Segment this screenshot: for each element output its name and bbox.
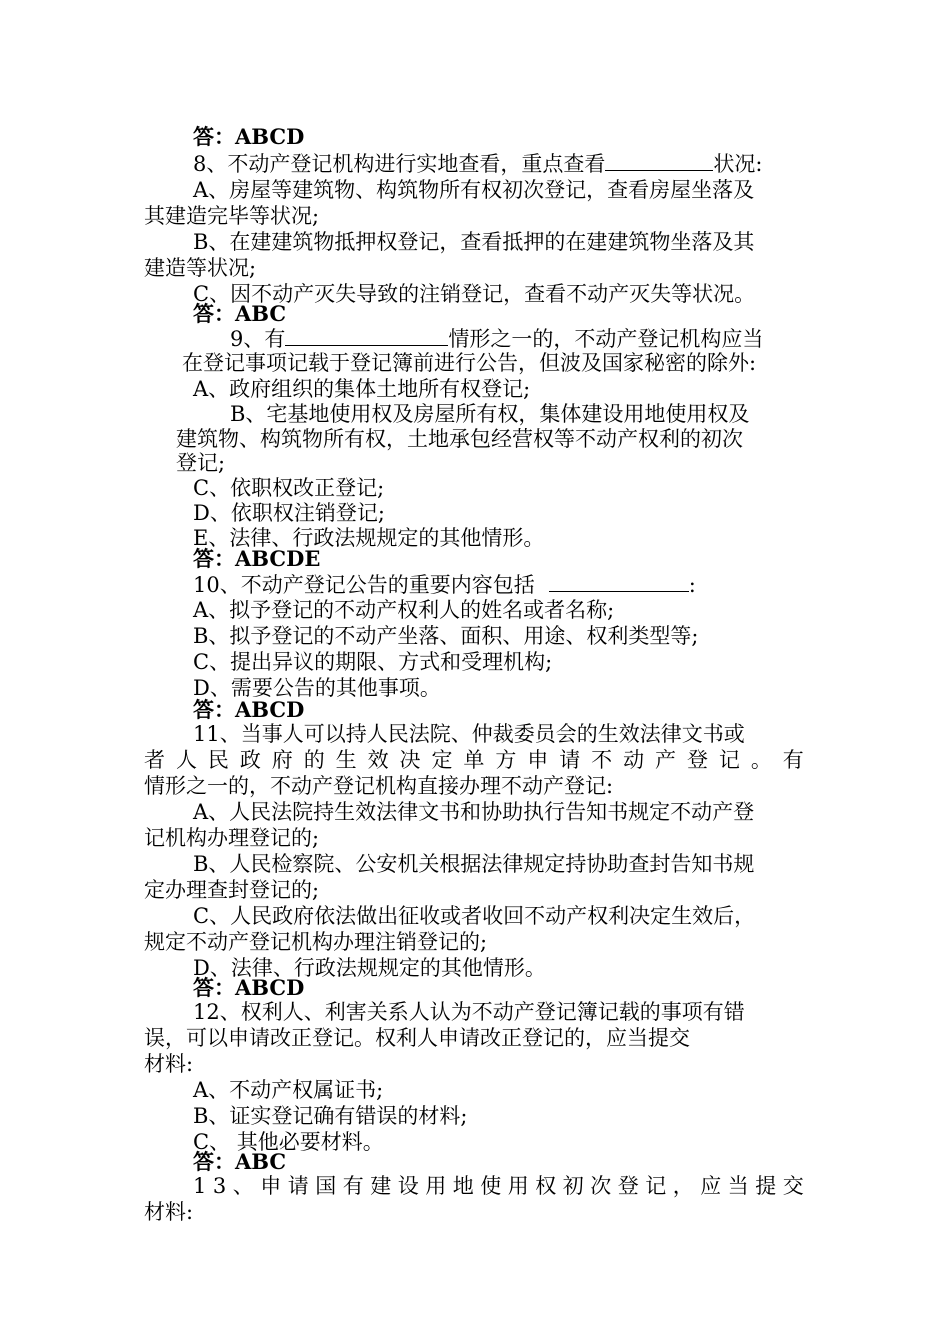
question-9-line: 9、有 情形之一的，不动产登记机构应当: [230, 327, 764, 351]
text-glyph: 提: [755, 1174, 777, 1198]
option-line: B、人民检察院、公安机关根据法律规定持协助查封告知书规: [193, 852, 755, 876]
option-line: A、人民法院持生效法律文书和协助执行告知书规定不动产登: [193, 800, 755, 824]
option-line: C、人民政府依法做出征收或者收回不动产权利决定生效后，: [193, 904, 756, 928]
question-12-line: 12、权利人、利害关系人认为不动产登记簿记载的事项有错: [193, 1000, 745, 1024]
text-glyph: 方: [495, 748, 517, 772]
option-line: 建造等状况;: [144, 256, 257, 280]
text-glyph: 国: [315, 1174, 337, 1198]
question-8-line: 8、不动产登记机构进行实地查看，重点查看 状况:: [193, 152, 763, 176]
question-line: 材料:: [144, 1052, 194, 1076]
option-line: 其建造完毕等状况;: [144, 204, 320, 228]
text-glyph: 请: [559, 748, 581, 772]
option-line: C、 其他必要材料。: [193, 1130, 384, 1154]
text-glyph: 登: [686, 748, 708, 772]
option-line: D、依职权注销登记;: [193, 501, 385, 525]
question-line-justified: [144, 747, 804, 773]
text-glyph: 请: [287, 1174, 309, 1198]
option-line: D、法律、行政法规规定的其他情形。: [193, 956, 546, 980]
text-glyph: 单: [463, 748, 485, 772]
option-line: B、在建建筑物抵押权登记，查看抵押的在建建筑物坐落及其: [193, 230, 755, 254]
question-line: 情形之一的，不动产登记机构直接办理不动产登记:: [144, 774, 614, 798]
option-line: A、房屋等建筑物、构筑物所有权初次登记，查看房屋坐落及: [193, 178, 755, 202]
option-line: A、不动产权属证书;: [193, 1078, 384, 1102]
text-glyph: 动: [623, 748, 645, 772]
text-glyph: 民: [207, 748, 229, 772]
text-glyph: 设: [397, 1174, 419, 1198]
text-glyph: 1: [193, 1174, 207, 1198]
text-glyph: 应: [700, 1174, 722, 1198]
text-glyph: 建: [370, 1174, 392, 1198]
text-glyph: 初: [562, 1174, 584, 1198]
option-line: E、法律、行政法规规定的其他情形。: [193, 526, 545, 550]
question-10-line: 10、不动产登记公告的重要内容包括 :: [193, 573, 696, 597]
text-glyph: 登: [617, 1174, 639, 1198]
text-glyph: 府: [271, 748, 293, 772]
text-glyph: 定: [431, 748, 453, 772]
text-glyph: 当: [727, 1174, 749, 1198]
text-glyph: 者: [144, 748, 165, 772]
question-13-line-justified: [193, 1173, 804, 1199]
text-glyph: ，: [672, 1174, 694, 1198]
text-glyph: 使: [480, 1174, 502, 1198]
answer-line: 答：ABCDE: [193, 546, 321, 571]
text-glyph: 效: [367, 748, 389, 772]
text-glyph: 用: [507, 1174, 529, 1198]
fill-in-blank: [549, 571, 689, 592]
option-line: 记机构办理登记的;: [144, 826, 320, 850]
question-line: 在登记事项记载于登记簿前进行公告，但波及国家秘密的除外:: [182, 351, 757, 375]
text-glyph: 人: [175, 748, 197, 772]
fill-in-blank: [285, 325, 448, 346]
text-glyph: 交: [782, 1174, 804, 1198]
text-glyph: 政: [239, 748, 261, 772]
option-line: 建筑物、构筑物所有权，土地承包经营权等不动产权利的初次: [176, 427, 743, 451]
option-line: 定办理查封登记的;: [144, 878, 320, 902]
question-11-line: 11、当事人可以持人民法院、仲裁委员会的生效法律文书或: [193, 722, 745, 746]
text-glyph: 产: [655, 748, 676, 772]
text-glyph: 记: [645, 1174, 667, 1198]
text-glyph: 3: [212, 1174, 227, 1198]
text-glyph: 生: [335, 748, 357, 772]
option-line: C、因不动产灭失导致的注销登记，查看不动产灭失等状况。: [193, 282, 756, 306]
text-glyph: 的: [303, 748, 325, 772]
text-glyph: 、: [232, 1174, 254, 1198]
text-glyph: 地: [452, 1174, 474, 1198]
option-line: B、证实登记确有错误的材料;: [193, 1104, 468, 1128]
text-glyph: 决: [399, 748, 421, 772]
text-glyph: 记: [718, 748, 740, 772]
text-glyph: 用: [425, 1174, 447, 1198]
answer-line: 答：ABCD: [193, 697, 305, 722]
text-glyph: 申: [527, 748, 549, 772]
option-line: A、政府组织的集体土地所有权登记;: [193, 377, 531, 401]
text-glyph: 权: [535, 1174, 557, 1198]
option-line: B、拟予登记的不动产坐落、面积、用途、权利类型等;: [193, 624, 699, 648]
answer-line: 答：ABCD: [193, 975, 305, 1000]
text-glyph: 有: [782, 748, 804, 772]
text-glyph: 次: [590, 1174, 612, 1198]
option-line: D、需要公告的其他事项。: [193, 676, 441, 700]
text-glyph: 有: [342, 1174, 364, 1198]
option-line: C、提出异议的期限、方式和受理机构;: [193, 650, 553, 674]
option-line: B、宅基地使用权及房屋所有权，集体建设用地使用权及: [230, 402, 750, 426]
answer-line: 答：ABCD: [193, 124, 305, 149]
answer-line: 答：ABC: [193, 1149, 287, 1174]
option-line: A、拟予登记的不动产权利人的姓名或者名称;: [193, 598, 615, 622]
option-line: C、依职权改正登记;: [193, 476, 385, 500]
option-line: 登记;: [176, 451, 226, 475]
question-line: 误，可以申请改正登记。权利人申请改正登记的，应当提交: [144, 1026, 690, 1050]
fill-in-blank: [605, 150, 713, 171]
text-glyph: 。: [750, 748, 772, 772]
text-glyph: 不: [591, 748, 613, 772]
option-line: 规定不动产登记机构办理注销登记的;: [144, 930, 488, 954]
answer-line: 答：ABC: [193, 301, 287, 326]
question-line: 材料:: [144, 1200, 194, 1224]
text-glyph: 申: [260, 1174, 282, 1198]
